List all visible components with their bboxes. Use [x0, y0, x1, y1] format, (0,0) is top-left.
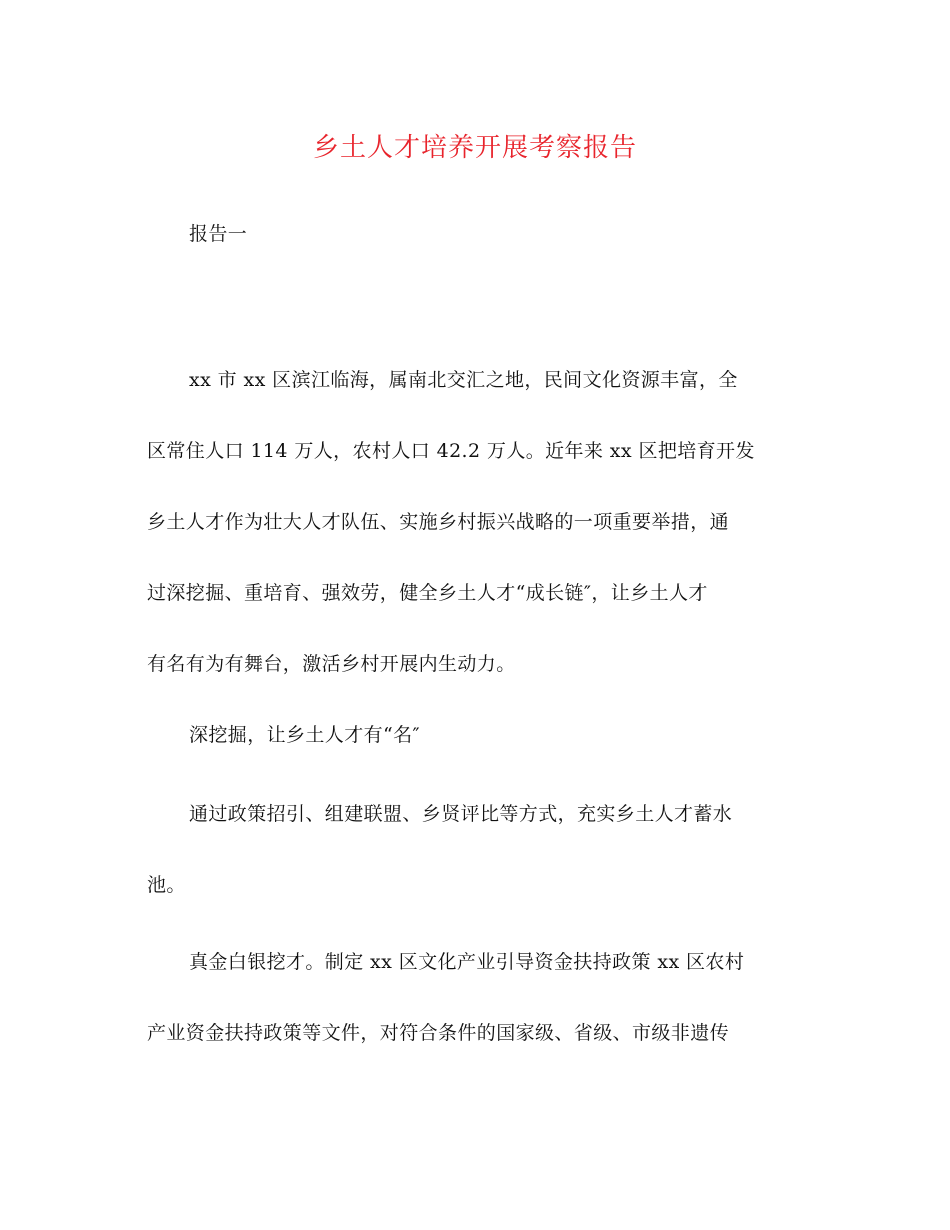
paragraph-line: 过深挖掘、重培育、强效劳，健全乡土人才“成长链″，让乡土人才: [147, 582, 708, 604]
paragraph-line: 池。: [147, 874, 186, 896]
paragraph-line: 产业资金扶持政策等文件，对符合条件的国家级、省级、市级非遗传: [147, 1022, 730, 1044]
section-heading-report-one: 报告一: [189, 223, 248, 245]
subheading: 深挖掘，让乡土人才有“名″: [189, 724, 421, 746]
paragraph-line: 区常住人口 114 万人，农村人口 42.2 万人。近年来 xx 区把培育开发: [147, 440, 755, 462]
paragraph-line: xx 市 xx 区滨江临海，属南北交汇之地，民间文化资源丰富，全: [189, 369, 738, 391]
paragraph-line: 通过政策招引、组建联盟、乡贤评比等方式，充实乡土人才蓄水: [189, 803, 733, 825]
paragraph-line: 真金白银挖才。制定 xx 区文化产业引导资金扶持政策 xx 区农村: [189, 951, 745, 973]
paragraph-line: 乡土人才作为壮大人才队伍、实施乡村振兴战略的一项重要举措，通: [147, 511, 730, 533]
paragraph-line: 有名有为有舞台，激活乡村开展内生动力。: [147, 653, 516, 675]
document-title: 乡土人才培养开展考察报告: [312, 133, 637, 163]
